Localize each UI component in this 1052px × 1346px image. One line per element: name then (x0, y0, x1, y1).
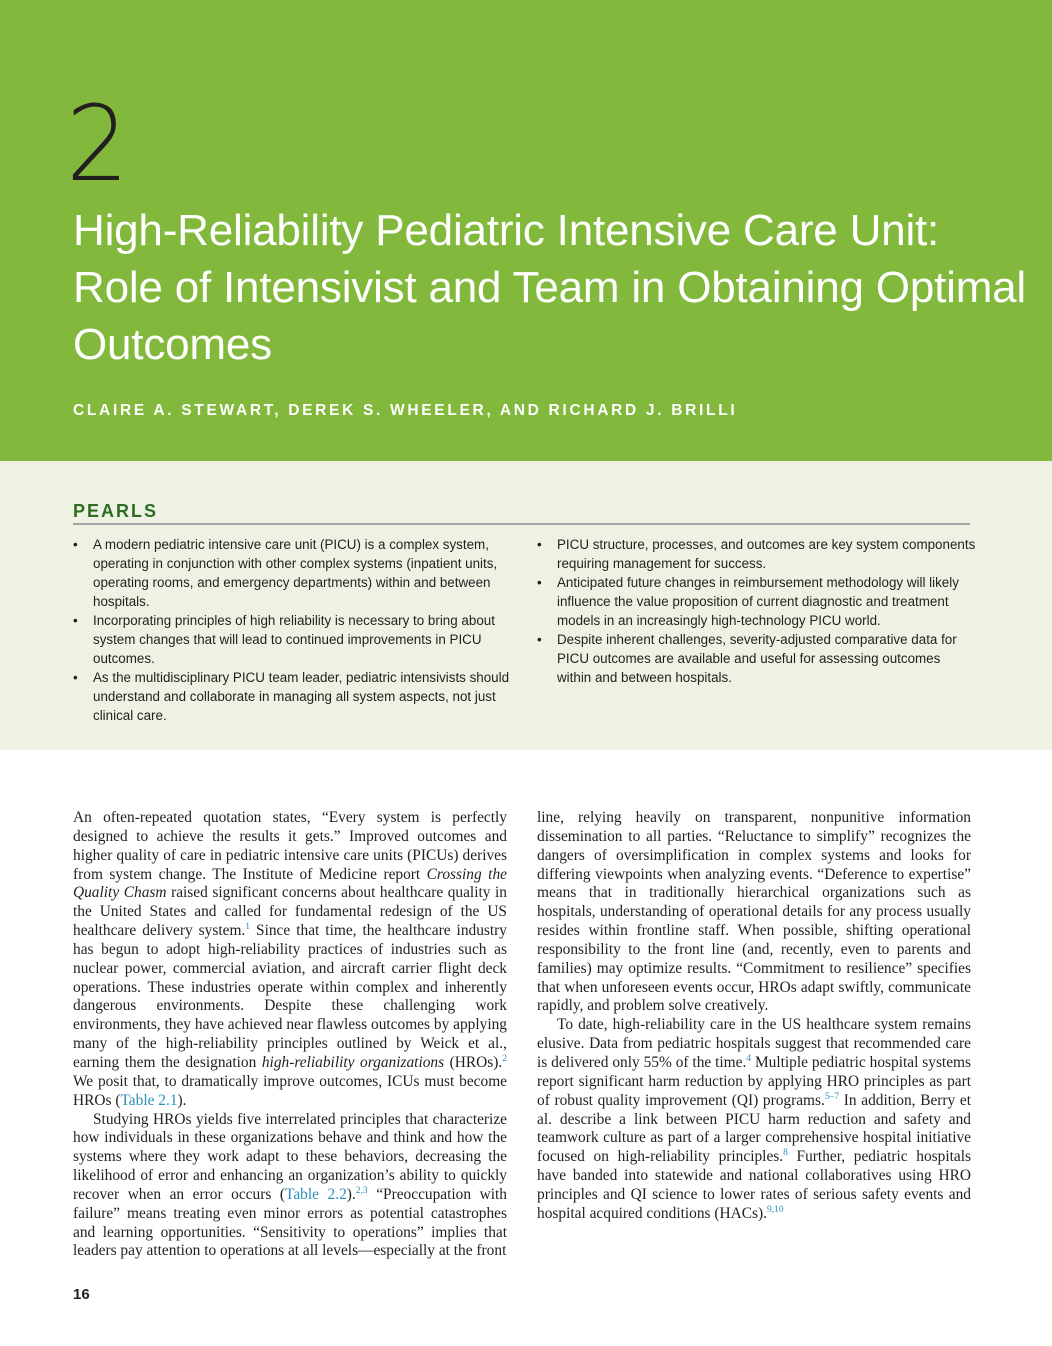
chapter-number: 2 (66, 83, 129, 205)
body-column-left (73, 809, 507, 1261)
body-text: To date, high-reliability care in the US healthcare system remains elusive. Data from pediatric hospitals suggest that recommended care is delivered only 55% of the time. (537, 1016, 971, 1071)
pearls-list-left (73, 535, 513, 725)
table-link[interactable]: Table 2.2 (285, 1185, 347, 1203)
body-text: raised significant concerns about healthcare quality in the United States and called for fundamental redesign of the US healthcare delivery system. (73, 884, 507, 940)
term-emphasis: high-reliability organizations (261, 1053, 445, 1071)
body-paragraph-2 (73, 1111, 507, 1262)
pearls-box (0, 461, 1052, 750)
citation-link[interactable]: 2,3 (355, 1185, 368, 1196)
pearl-item: • Incorporating principles of high reliability is necessary to bring about system changes that will lead to continued improvements in PICU outcomes. (73, 611, 513, 668)
body-text: (HROs). (444, 1053, 503, 1071)
pearl-item: • As the multidisciplinary PICU team leader, pediatric intensivists should understand and collaborate in managing all system aspects, not just clinical care. (73, 668, 513, 725)
citation-link[interactable]: 1 (245, 921, 251, 932)
chapter-title: High-Reliability Pediatric Intensive Care Unit: Role of Intensivist and Team in Obtaining Optimal Outcomes (73, 206, 1027, 369)
body-text: In addition, Berry et al. describe a link between PICU harm reduction and safety and teamwork culture as part of a larger comprehensive hospital initiative focused on high-reliability principles. (537, 1091, 971, 1166)
table-link[interactable]: Table 2.1 (120, 1091, 178, 1109)
pearl-item: • A modern pediatric intensive care unit (PICU) is a complex system, operating in conjunction with other complex systems (inpatient units, operating rooms, and emergency departments) within and between hospitals. (73, 535, 513, 611)
citation-link[interactable]: 9,10 (766, 1204, 784, 1215)
pearls-heading: PEARLS (73, 501, 159, 521)
chapter-authors: CLAIRE A. STEWART, DEREK S. WHEELER, AND RICHARD J. BRILLI (73, 402, 738, 419)
body-paragraph-3 (537, 1016, 971, 1223)
body-paragraph-1 (73, 809, 507, 1111)
pearl-item: • PICU structure, processes, and outcomes are key system components requiring management for success. (537, 535, 977, 573)
citation-link[interactable]: 8 (783, 1148, 788, 1159)
body-text: Further, pediatric hospitals have banded into statewide and national collaboratives using HRO principles and QI science to lower rates of serious safety events and hospital acquired conditions (HACs). (537, 1148, 971, 1222)
pearls-list-right (537, 535, 977, 687)
body-text: “Preoccupation with failure” means treating even minor errors as potential catastrophes and learning opportunities. “Sensitivity to operations” implies that leaders pay attention to operations at all levels—especially at the front (73, 1185, 507, 1260)
book-title: Crossing the Quality Chasm (73, 865, 507, 902)
body-text: Since that time, the healthcare industry has begun to adopt high-reliability practices of industries such as nuclear power, commercial aviation, and aircraft carrier flight deck operations. These industries operate within complex and inherently dangerous environments. Despite these challenging work environments, they have achieved near flawless outcomes by applying many of the high-reliability principles outlined by Weick et al., earning them the designation (73, 922, 507, 1071)
body-text: ). (177, 1091, 187, 1109)
chapter-header (0, 0, 1052, 461)
body-paragraph-2-continued: line, relying heavily on transparent, nonpunitive information dissemination to all parties. “Reluctance to simplify” recognizes the dangers of oversimplification in complex systems and looks for differing viewpoints when analyzing events. “Deference to expertise” means that in traditionally hierarchical organizations such as hospitals, understanding of operational details for any process usually resides within frontline staff. When possible, shifting operational responsibility to the front line (and, recently, even to parents and families) may optimize results. “Commitment to resilience” specifies that when unforeseen events occur, HROs adapt swiftly, communicate rapidly, and problem solve creatively. (537, 809, 971, 1015)
body-text: We posit that, to dramatically improve outcomes, ICUs must become HROs ( (73, 1072, 507, 1109)
body-text: An often-repeated quotation states, “Every system is perfectly designed to achieve the results it gets.” Improved outcomes and higher quality of care in pediatric intensive care units (PICUs) derives from system change. The Institute of Medicine report (73, 809, 507, 883)
page-number: 16 (73, 1286, 90, 1303)
pearl-item: • Anticipated future changes in reimbursement methodology will likely influence the value proposition of current diagnostic and treatment models in an increasingly high-technology PICU world. (537, 573, 977, 630)
body-text: Multiple pediatric hospital systems report significant harm reduction by applying HRO principles as part of robust quality improvement (QI) programs. (537, 1053, 971, 1109)
pearls-divider (73, 523, 970, 525)
pearl-item: • Despite inherent challenges, severity-adjusted comparative data for PICU outcomes are available and useful for assessing outcomes within and between hospitals. (537, 630, 977, 687)
citation-link[interactable]: 2 (502, 1053, 507, 1064)
citation-link[interactable]: 5–7 (824, 1091, 840, 1102)
body-text: Studying HROs yields five interrelated principles that characterize how individuals in these organizations behave and think and how the systems where they work adapt to these behaviors, decreasing the likelihood of error and enhancing an organization’s ability to quickly recover when an error occurs ( (73, 1110, 507, 1203)
body-text: ). (346, 1185, 356, 1203)
citation-link[interactable]: 4 (746, 1053, 752, 1064)
body-column-right (537, 809, 971, 1224)
